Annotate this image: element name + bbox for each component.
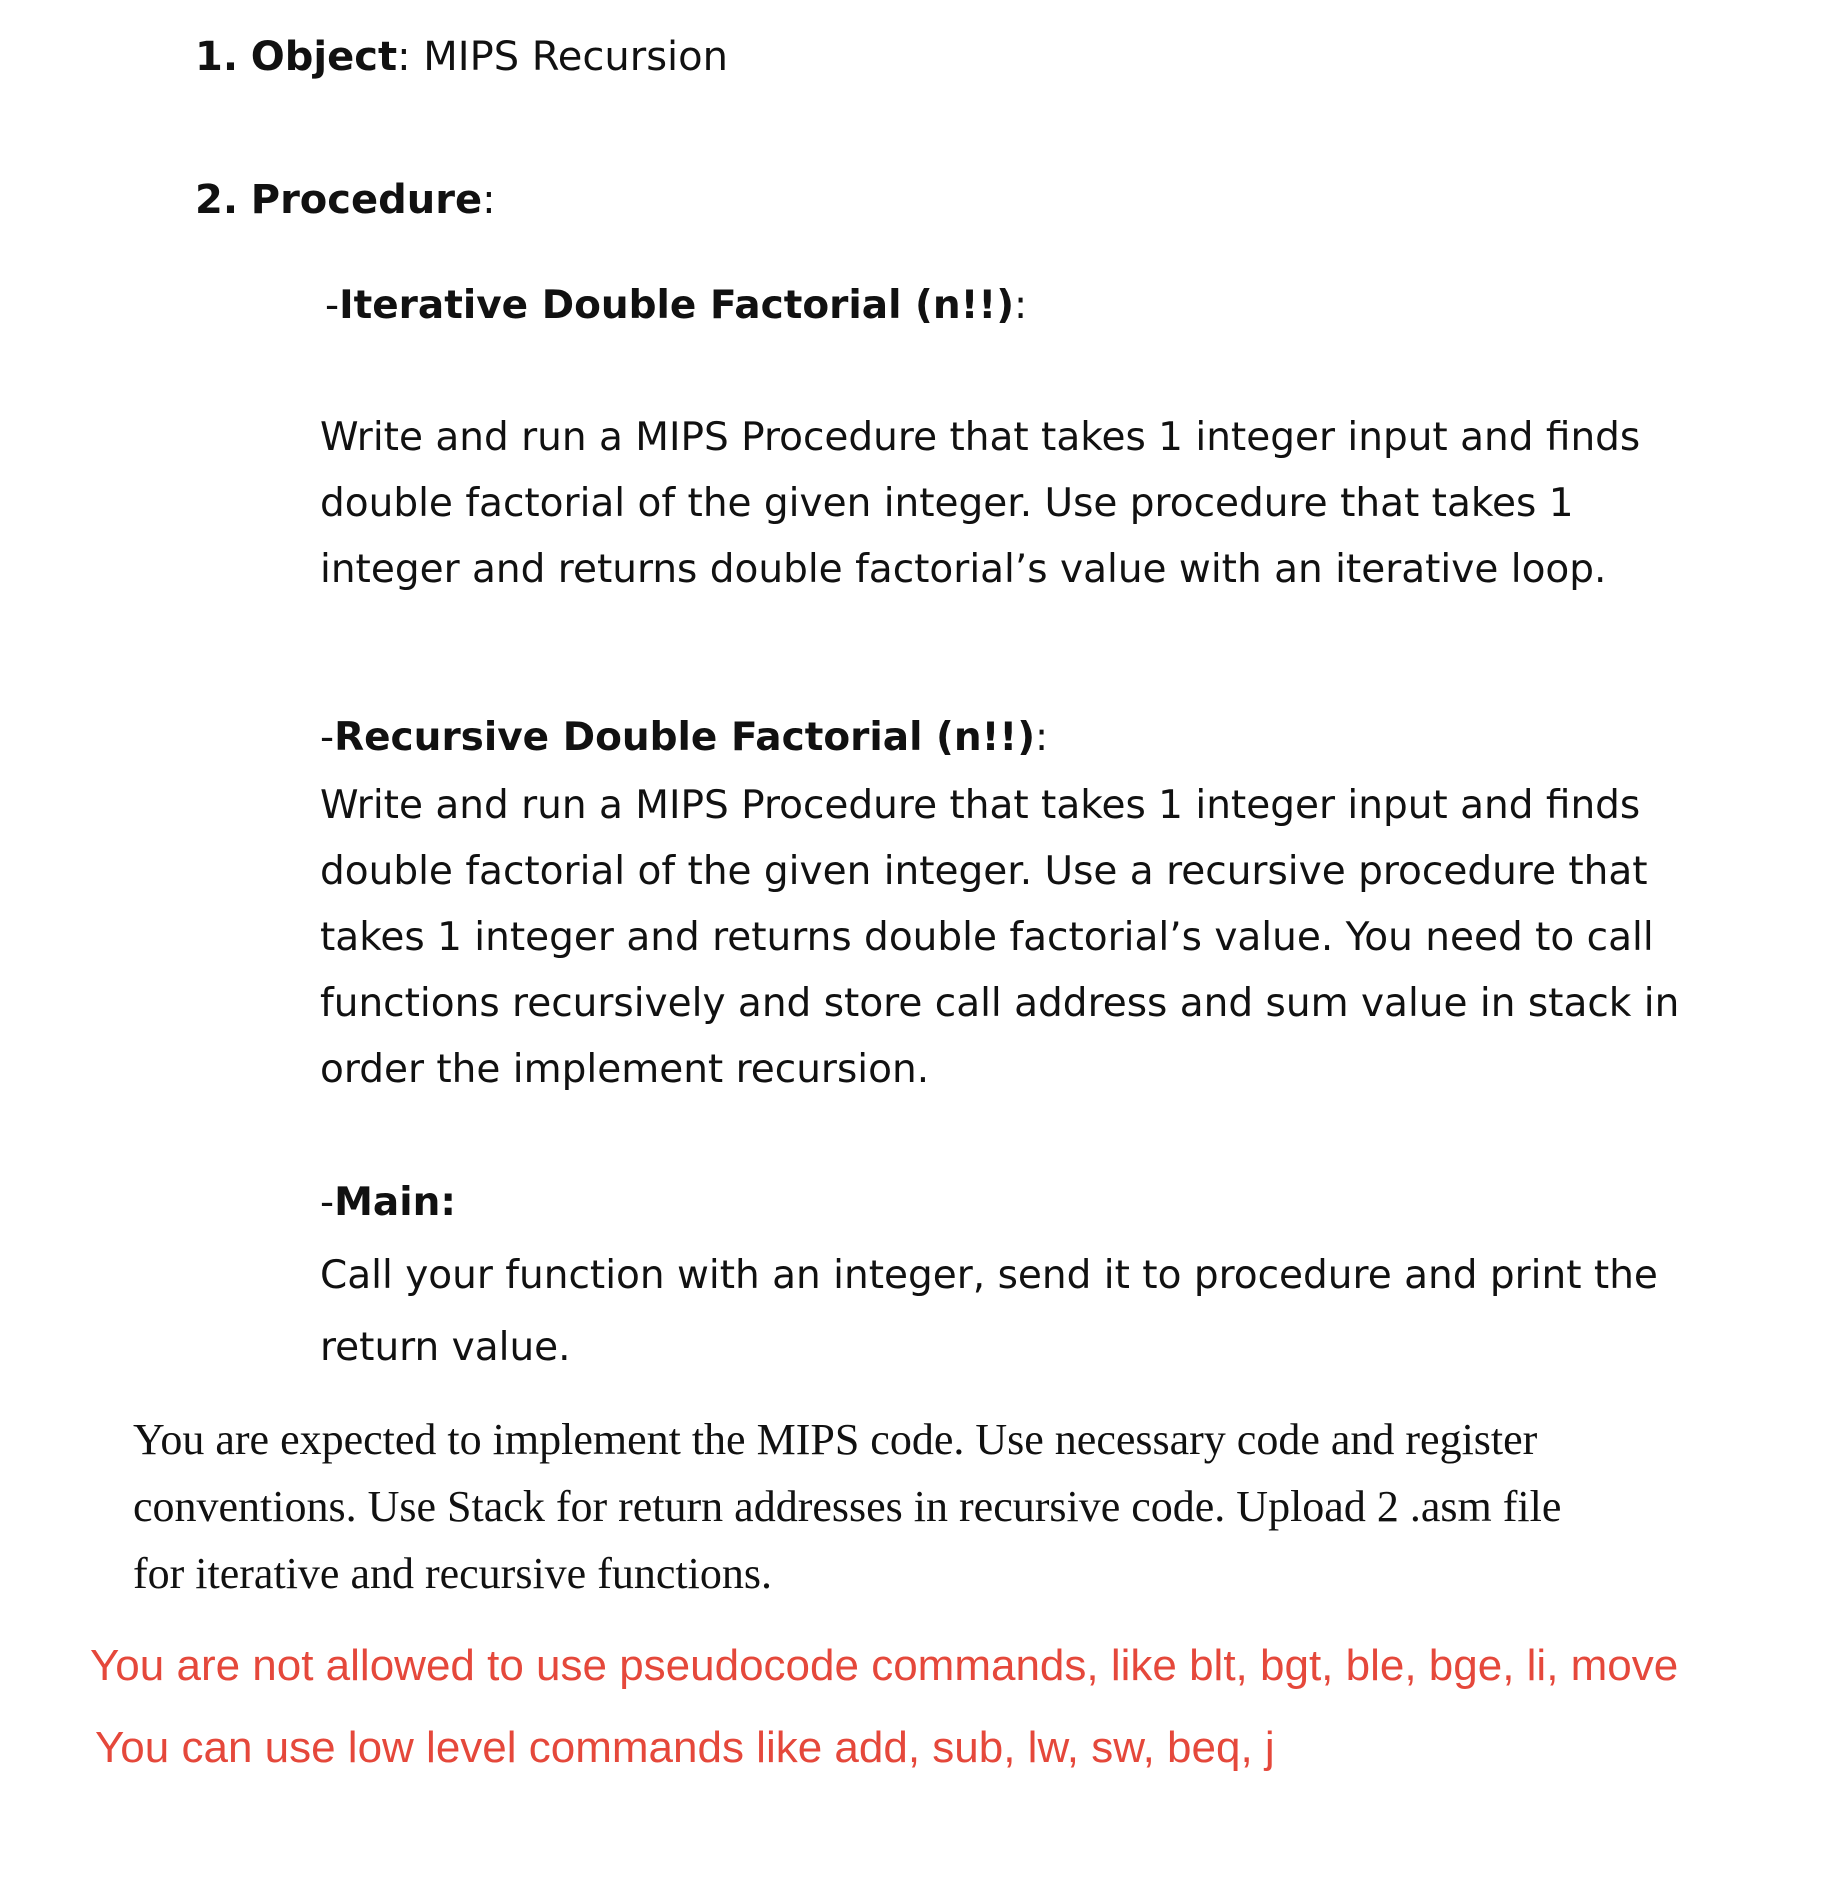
section-separator: : — [482, 177, 496, 223]
paragraph-line: return value. — [320, 1325, 571, 1370]
recursive-heading — [320, 715, 1048, 762]
restriction-allowed: You can use low level commands like add, sub, lw, sw, beq, j — [95, 1723, 1275, 1772]
paragraph-line: takes 1 integer and returns double factorial’s value. You need to call — [320, 915, 1654, 960]
heading-title: Main: — [334, 1180, 456, 1225]
note-line: You are expected to implement the MIPS code. Use necessary code and register — [133, 1415, 1538, 1464]
heading-prefix: - — [320, 1180, 335, 1225]
heading-suffix: : — [1014, 283, 1028, 328]
paragraph-line: Call your function with an integer, send it to procedure and print the — [320, 1253, 1658, 1298]
restriction-not-allowed: You are not allowed to use pseudocode commands, like blt, bgt, ble, bge, li, move — [90, 1641, 1679, 1690]
section-object-heading — [195, 33, 728, 81]
section-key: Procedure — [250, 177, 483, 223]
main-heading — [320, 1180, 456, 1227]
heading-title: Iterative Double Factorial (n!!) — [339, 283, 1015, 328]
section-number: 1. — [195, 34, 239, 80]
heading-suffix: : — [1035, 715, 1049, 760]
iterative-heading — [325, 283, 1027, 330]
heading-prefix: - — [325, 283, 340, 328]
recursive-description — [320, 773, 1700, 1103]
paragraph-line: Write and run a MIPS Procedure that takes 1 integer input and finds — [320, 783, 1641, 828]
heading-prefix: - — [320, 715, 335, 760]
section-value: MIPS Recursion — [410, 34, 728, 80]
iterative-description — [320, 405, 1700, 603]
paragraph-line: Write and run a MIPS Procedure that takes 1 integer input and finds — [320, 415, 1641, 460]
section-key: Object — [250, 34, 398, 80]
paragraph-line: order the implement recursion. — [320, 1047, 930, 1092]
expectations-note — [133, 1406, 1753, 1607]
paragraph-line: integer and returns double factorial’s value with an iterative loop. — [320, 547, 1607, 592]
paragraph-line: double factorial of the given integer. Use a recursive procedure that — [320, 849, 1648, 894]
note-line: for iterative and recursive functions. — [133, 1549, 772, 1598]
paragraph-line: functions recursively and store call address and sum value in stack in — [320, 981, 1680, 1026]
section-number: 2. — [195, 177, 239, 223]
section-procedure-heading — [195, 176, 496, 224]
note-line: conventions. Use Stack for return addresses in recursive code. Upload 2 .asm file — [133, 1482, 1562, 1531]
heading-title: Recursive Double Factorial (n!!) — [334, 715, 1036, 760]
main-description — [320, 1240, 1700, 1384]
paragraph-line: double factorial of the given integer. Use procedure that takes 1 — [320, 481, 1574, 526]
section-separator: : — [397, 34, 411, 80]
